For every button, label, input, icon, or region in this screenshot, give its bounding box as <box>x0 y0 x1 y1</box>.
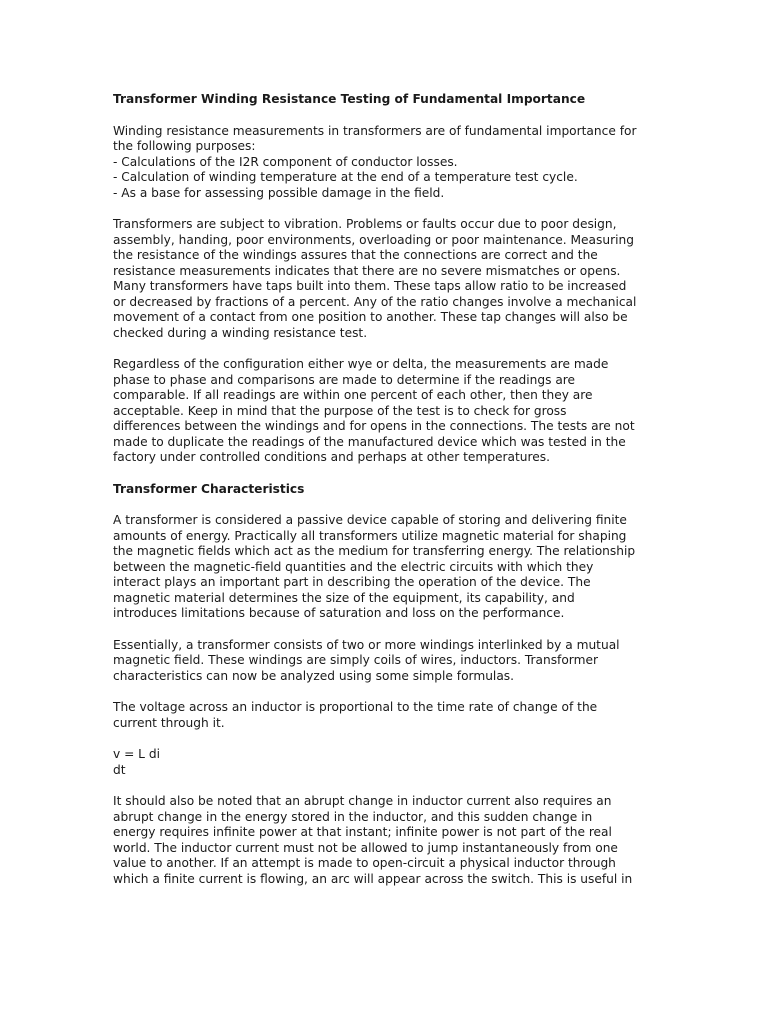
text-line: magnetic material determines the size of the equipment, its capability, and <box>113 590 575 605</box>
formula-block <box>113 747 661 778</box>
configuration-paragraph <box>113 357 661 466</box>
text-line: It should also be noted that an abrupt change in inductor current also requires an <box>113 794 612 808</box>
intro-paragraph <box>113 124 661 202</box>
text-line: energy requires infinite power at that instant; infinite power is not part of the real <box>113 825 612 839</box>
text-line: characteristics can now be analyzed using some simple formulas. <box>113 668 515 683</box>
text-line: checked during a winding resistance test. <box>113 325 368 340</box>
bullet-line: - Calculations of the I2R component of conductor losses. <box>113 154 458 169</box>
text-line: made to duplicate the readings of the manufactured device which was tested in the <box>113 434 626 449</box>
text-line: amounts of energy. Practically all transformers utilize magnetic material for shaping <box>113 528 627 543</box>
text-line: abrupt change in the energy stored in the inductor, and this sudden change in <box>113 809 593 824</box>
vibration-paragraph <box>113 217 661 341</box>
formula-line: dt <box>113 762 126 777</box>
text-line: Winding resistance measurements in transformers are of fundamental importance for <box>113 123 637 138</box>
text-line: Essentially, a transformer consists of two or more windings interlinked by a mutual <box>113 637 620 652</box>
section-title-characteristics: Transformer Characteristics <box>113 481 305 496</box>
text-line: A transformer is considered a passive device capable of storing and delivering finite <box>113 513 627 527</box>
bullet-line: - Calculation of winding temperature at the end of a temperature test cycle. <box>113 170 578 184</box>
document-page <box>113 92 661 903</box>
text-line: acceptable. Keep in mind that the purpose of the test is to check for gross <box>113 403 567 418</box>
text-line: Many transformers have taps built into them. These taps allow ratio to be increased <box>113 279 627 293</box>
inductor-voltage-paragraph <box>113 700 661 731</box>
text-line: world. The inductor current must not be allowed to jump instantaneously from one <box>113 840 618 855</box>
text-line: Regardless of the configuration either wye or delta, the measurements are made <box>113 357 609 371</box>
text-line: comparable. If all readings are within one percent of each other, then they are <box>113 388 593 402</box>
windings-paragraph <box>113 638 661 685</box>
text-line: the resistance of the windings assures that the connections are correct and the <box>113 248 598 262</box>
text-line: interact plays an important part in describing the operation of the device. The <box>113 575 591 589</box>
bullet-line: - As a base for assessing possible damage in the field. <box>113 185 445 200</box>
text-line: between the magnetic-field quantities and the electric circuits with which they <box>113 559 594 574</box>
text-line: magnetic field. These windings are simply coils of wires, inductors. Transformer <box>113 653 598 667</box>
text-line: the following purposes: <box>113 139 256 153</box>
passive-device-paragraph <box>113 513 661 622</box>
text-line: which a finite current is flowing, an arc will appear across the switch. This is useful in <box>113 871 633 886</box>
text-line: phase to phase and comparisons are made to determine if the readings are <box>113 372 576 387</box>
text-line: introduces limitations because of saturation and loss on the performance. <box>113 606 565 620</box>
text-line: The voltage across an inductor is proportional to the time rate of change of the <box>113 700 598 714</box>
text-line: differences between the windings and for opens in the connections. The tests are not <box>113 419 635 433</box>
text-line: factory under controlled conditions and perhaps at other temperatures. <box>113 450 550 464</box>
text-line: current through it. <box>113 715 225 730</box>
text-line: value to another. If an attempt is made to open-circuit a physical inductor through <box>113 856 616 870</box>
formula-line: v = L di <box>113 747 160 761</box>
text-line: movement of a contact from one position to another. These tap changes will also be <box>113 310 628 324</box>
abrupt-change-paragraph <box>113 794 661 887</box>
text-line: assembly, handing, poor environments, overloading or poor maintenance. Measuring <box>113 232 634 247</box>
text-line: or decreased by fractions of a percent. Any of the ratio changes involve a mechanical <box>113 294 637 309</box>
document-title: Transformer Winding Resistance Testing of Fundamental Importance <box>113 92 586 106</box>
text-line: the magnetic fields which act as the medium for transferring energy. The relationship <box>113 544 636 558</box>
text-line: resistance measurements indicates that there are no severe mismatches or opens. <box>113 263 621 278</box>
text-line: Transformers are subject to vibration. Problems or faults occur due to poor design, <box>113 217 617 231</box>
